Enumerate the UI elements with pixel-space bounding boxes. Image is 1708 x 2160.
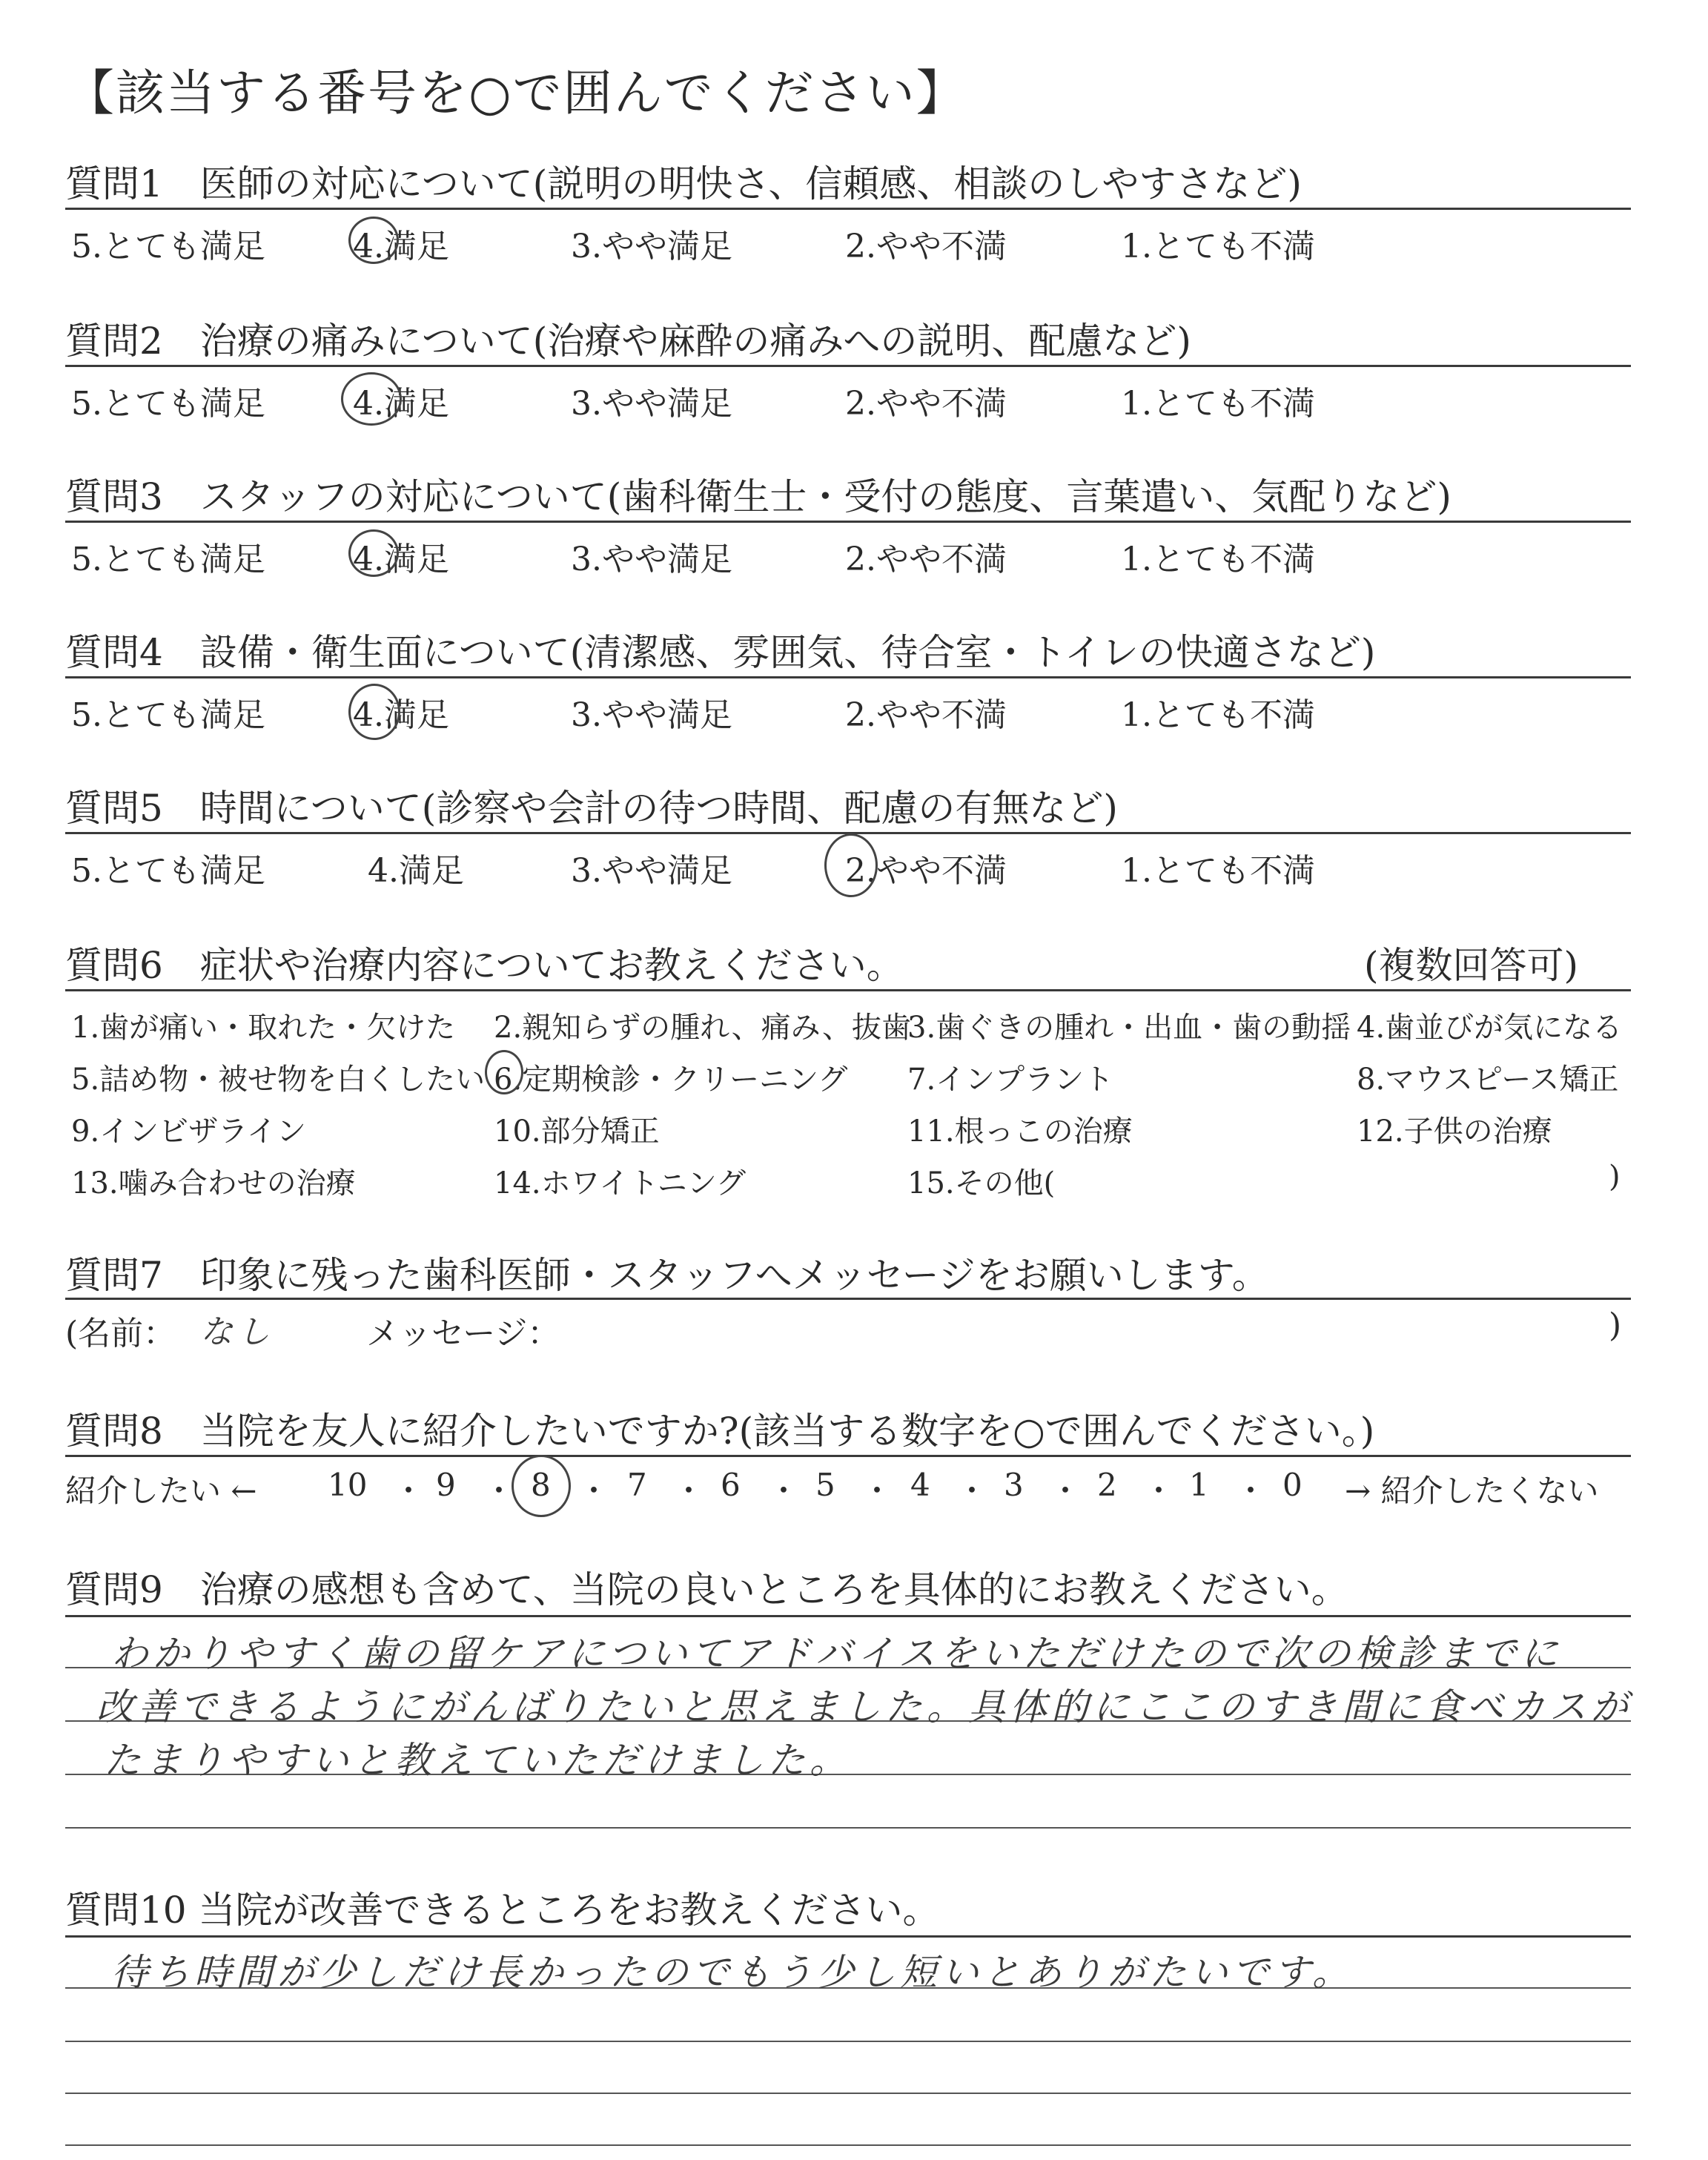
- q10-answer-line-1[interactable]: 待ち時間が少しだけ長かったのでもう少し短いとありがたいです。: [111, 1951, 1354, 1994]
- q8-dot: ・: [1235, 1473, 1267, 1509]
- q1-rule: [65, 208, 1631, 210]
- q1-option-2[interactable]: 2.やや不満: [845, 228, 1007, 265]
- q3-heading: 質問3 スタッフの対応について(歯科衛生士・受付の態度、言葉遣い、気配りなど): [65, 475, 1452, 518]
- q6-option-8[interactable]: 8.マウスピース矯正: [1357, 1063, 1619, 1097]
- q5-option-5[interactable]: 5.とても満足: [71, 852, 265, 890]
- q2-option-3[interactable]: 3.やや満足: [571, 385, 732, 423]
- q6-option-10[interactable]: 10.部分矯正: [494, 1114, 660, 1149]
- q6-rule: [65, 989, 1631, 991]
- q8-scale-10[interactable]: 10: [328, 1467, 368, 1503]
- q8-scale-2[interactable]: 2: [1097, 1467, 1117, 1503]
- q9-heading: 質問9 治療の感想も含めて、当院の良いところを具体的にお教えください。: [65, 1568, 1348, 1611]
- q6-option-9[interactable]: 9.インビザライン: [71, 1114, 306, 1149]
- q8-heading: 質問8 当院を友人に紹介したいですか?(該当する数字を○で囲んでください。): [65, 1410, 1375, 1453]
- q5-option-1[interactable]: 1.とても不満: [1121, 852, 1315, 890]
- q8-scale-5[interactable]: 5: [815, 1467, 835, 1503]
- q10-rule: [65, 1935, 1631, 1938]
- q8-scale-6[interactable]: 6: [721, 1467, 741, 1503]
- q1-option-4[interactable]: 4.満足: [353, 228, 449, 265]
- q4-option-1[interactable]: 1.とても不満: [1121, 696, 1315, 734]
- form-title: 【該当する番号を○で囲んでください】: [65, 65, 967, 122]
- q5-option-4[interactable]: 4.満足: [368, 852, 464, 890]
- q7-name-label: (名前：: [65, 1315, 176, 1353]
- q6-option-2[interactable]: 2.親知らずの腫れ、痛み、抜歯: [494, 1011, 911, 1045]
- q6-option-4[interactable]: 4.歯並びが気になる: [1357, 1011, 1623, 1045]
- q4-rule: [65, 676, 1631, 678]
- q7-name-value[interactable]: なし: [200, 1313, 274, 1351]
- q5-heading: 質問5 時間について(診察や会計の待つ時間、配慮の有無など): [65, 787, 1118, 830]
- q10-answer-line: [65, 2093, 1631, 2094]
- q1-option-5[interactable]: 5.とても満足: [71, 228, 265, 265]
- q8-scale-9[interactable]: 9: [436, 1467, 456, 1503]
- q8-dot: ・: [578, 1473, 610, 1509]
- q6-multiple-note: (複数回答可): [1364, 944, 1579, 987]
- q9-rule: [65, 1615, 1631, 1617]
- q8-dot: ・: [768, 1473, 800, 1509]
- q3-option-5[interactable]: 5.とても満足: [71, 541, 265, 578]
- q8-dot: ・: [1050, 1473, 1082, 1509]
- q6-heading: 質問6 症状や治療内容についてお教えください。: [65, 944, 904, 987]
- q6-option-7[interactable]: 7.インプラント: [907, 1063, 1114, 1097]
- q6-other-close-paren: ): [1609, 1160, 1621, 1194]
- q4-option-3[interactable]: 3.やや満足: [571, 696, 732, 734]
- q8-scale-8[interactable]: 8: [531, 1467, 551, 1503]
- q8-right-label: → 紹介したくない: [1345, 1473, 1599, 1509]
- q1-option-1[interactable]: 1.とても不満: [1121, 228, 1315, 265]
- q8-scale-1[interactable]: 1: [1189, 1467, 1209, 1503]
- q2-option-5[interactable]: 5.とても満足: [71, 385, 265, 423]
- q5-option-2[interactable]: 2.やや不満: [845, 852, 1007, 890]
- q10-answer-line: [65, 2041, 1631, 2042]
- q6-option-14[interactable]: 14.ホワイトニング: [494, 1166, 747, 1200]
- q4-heading: 質問4 設備・衛生面について(清潔感、雰囲気、待合室・トイレの快適さなど): [65, 631, 1376, 674]
- q3-option-3[interactable]: 3.やや満足: [571, 541, 732, 578]
- q7-rule: [65, 1298, 1631, 1300]
- q5-rule: [65, 832, 1631, 834]
- q8-scale-7[interactable]: 7: [627, 1467, 647, 1503]
- q10-heading: 質問10 当院が改善できるところをお教えください。: [65, 1889, 940, 1932]
- q7-close-paren: ): [1609, 1307, 1622, 1344]
- q8-dot: ・: [393, 1473, 425, 1509]
- q8-dot: ・: [956, 1473, 988, 1509]
- q6-option-12[interactable]: 12.子供の治療: [1357, 1114, 1552, 1149]
- q3-option-1[interactable]: 1.とても不満: [1121, 541, 1315, 578]
- q8-scale-4[interactable]: 4: [910, 1467, 930, 1503]
- q2-heading: 質問2 治療の痛みについて(治療や麻酔の痛みへの説明、配慮など): [65, 320, 1191, 363]
- q6-option-6[interactable]: 6.定期検診・クリーニング: [494, 1063, 848, 1097]
- q9-answer-line-2[interactable]: 改善できるようにがんばりたいと思えました。具体的にここのすき間に食べカスが: [96, 1685, 1632, 1728]
- q8-dot: ・: [1143, 1473, 1175, 1509]
- q6-option-1[interactable]: 1.歯が痛い・取れた・欠けた: [71, 1011, 456, 1045]
- q8-left-label: 紹介したい ←: [65, 1473, 257, 1509]
- q8-scale-3[interactable]: 3: [1004, 1467, 1024, 1503]
- q2-rule: [65, 365, 1631, 367]
- q4-option-5[interactable]: 5.とても満足: [71, 696, 265, 734]
- q8-rule: [65, 1455, 1631, 1457]
- q6-option-5[interactable]: 5.詰め物・被せ物を白くしたい: [71, 1063, 486, 1097]
- q8-dot: ・: [673, 1473, 705, 1509]
- q9-answer-line: [65, 1827, 1631, 1829]
- q1-heading: 質問1 医師の対応について(説明の明快さ、信頼感、相談のしやすさなど): [65, 162, 1302, 205]
- q6-option-11[interactable]: 11.根っこの治療: [907, 1114, 1133, 1149]
- q3-option-4[interactable]: 4.満足: [353, 541, 449, 578]
- q5-option-3[interactable]: 3.やや満足: [571, 852, 732, 890]
- q10-answer-line: [65, 2144, 1631, 2146]
- q2-option-4[interactable]: 4.満足: [353, 385, 449, 423]
- q8-scale-0[interactable]: 0: [1282, 1467, 1302, 1503]
- q8-dot: ・: [483, 1473, 515, 1509]
- q8-dot: ・: [861, 1473, 893, 1509]
- q4-option-4[interactable]: 4.満足: [353, 696, 449, 734]
- q6-option-15[interactable]: 15.その他(: [907, 1166, 1056, 1200]
- q3-option-2[interactable]: 2.やや不満: [845, 541, 1007, 578]
- q3-rule: [65, 521, 1631, 523]
- q9-answer-line-3[interactable]: たまりやすいと教えていただけました。: [104, 1739, 851, 1782]
- q7-heading: 質問7 印象に残った歯科医師・スタッフへメッセージをお願いします。: [65, 1254, 1269, 1297]
- q2-option-1[interactable]: 1.とても不満: [1121, 385, 1315, 423]
- q6-option-13[interactable]: 13.噛み合わせの治療: [71, 1166, 356, 1200]
- q6-option-3[interactable]: 3.歯ぐきの腫れ・出血・歯の動揺: [907, 1011, 1351, 1045]
- q1-option-3[interactable]: 3.やや満足: [571, 228, 732, 265]
- q2-option-2[interactable]: 2.やや不満: [845, 385, 1007, 423]
- q4-option-2[interactable]: 2.やや不満: [845, 696, 1007, 734]
- q7-message-label: メッセージ：: [366, 1315, 560, 1353]
- q9-answer-line-1[interactable]: わかりやすく歯の留ケアについてアドバイスをいただけたので次の検診までに: [111, 1632, 1563, 1675]
